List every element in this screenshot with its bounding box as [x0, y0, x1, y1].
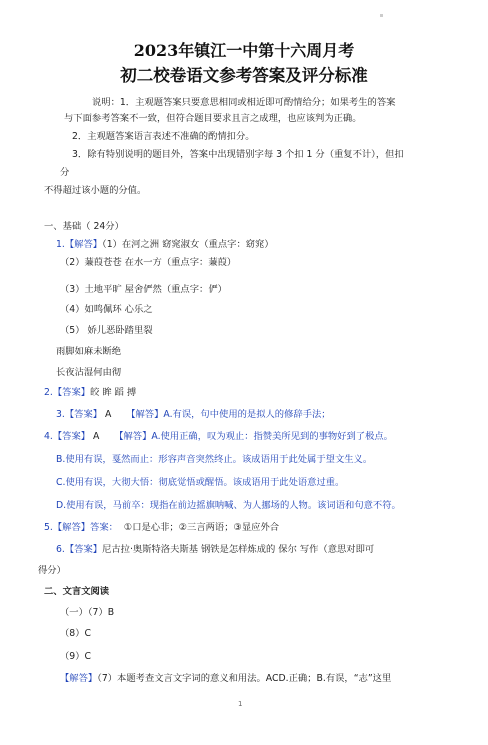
q1-l1: （1）在河之洲 窈窕淑女（重点字：窈窕）	[102, 239, 274, 250]
q4-d: D.使用有误，马前卒：现指在前边摇旗呐喊、为人挪场的人物。该词语和句意不符。	[56, 500, 401, 511]
q3-line	[56, 408, 331, 422]
note-3a: 3．除有特别说明的题目外，答案中出现错别字每 3 个扣 1 分（重复不计），但扣	[72, 149, 404, 160]
note-1a: 说明：1．主观题答案只要意思相同或相近即可酌情给分；如果考生的答案	[92, 97, 396, 108]
q4-c: C.使用有误，大彻大悟：彻底觉悟或醒悟。该成语用于此处语意过重。	[56, 477, 345, 488]
q3-tag: 3.【答案】	[56, 409, 103, 420]
q1-line-4: （4）如鸣佩环 心乐之	[60, 304, 153, 315]
q1-tag: 1.【解答】	[56, 239, 103, 250]
doc-title: 2023年镇江一中第十六周月考	[133, 41, 355, 60]
q1-line-3: （3）土地平旷 屋舍俨然（重点字：俨）	[60, 284, 227, 295]
q4-tag2: 【解答】	[114, 431, 152, 442]
q6-line	[56, 543, 374, 557]
q4-line	[44, 430, 393, 444]
section-2-heading: 二、文言文阅读	[44, 586, 110, 597]
q1-line-7: 长夜沾湿何由彻	[56, 367, 122, 378]
note-3c: 不得超过该小题的分值。	[44, 185, 147, 196]
q1-line-6: 雨脚如麻未断绝	[56, 346, 122, 357]
q5-tag: 5.【解答】答案：	[44, 522, 118, 533]
explanation-line	[60, 672, 391, 686]
q1-line-5: （5） 娇儿恶卧踏里裂	[60, 325, 153, 336]
q4-b: B.使用有误，戛然而止：形容声音突然终止。该成语用于此处属于望文生义。	[56, 454, 373, 465]
q3-answer: A	[105, 409, 112, 420]
explanation-text: （7）本题考查文言文字词的意义和用法。ACD.正确；B.有误，“志”这里	[97, 673, 392, 684]
page-number: 1	[238, 700, 243, 708]
note-2: 2．主观题答案语言表述不准确的酌情扣分。	[72, 131, 255, 142]
q5-line	[44, 521, 279, 535]
q4-answer: A	[93, 431, 100, 442]
q5-text: ①口是心非；②三言两语；③显应外合	[123, 522, 280, 533]
q2-line	[44, 386, 136, 400]
q4-tag: 4.【答案】	[44, 431, 91, 442]
q3-text: A.有误，句中使用的是拟人的修辞手法；	[163, 409, 331, 420]
answer-8: （8）C	[60, 628, 92, 639]
q2-text: 皎 眸 蹈 搏	[90, 387, 137, 398]
q3-tag2: 【解答】	[126, 409, 164, 420]
q2-tag: 2.【答案】	[44, 387, 91, 398]
q6-text-cont: 得分）	[38, 565, 66, 576]
q1-line-2: （2）蒹葭苍苍 在水一方（重点字：蒹葭）	[60, 257, 237, 268]
note-1b: 与下面参考答案不一致，但符合题目要求且言之成理，也应该判为正确。	[64, 113, 362, 124]
explanation-tag: 【解答】	[60, 673, 98, 684]
answer-9: （9）C	[60, 651, 92, 662]
q1-line-1	[56, 238, 274, 252]
section-1-heading: 一、基础（ 24分）	[44, 221, 124, 232]
q6-tag: 6.【答案】	[56, 544, 103, 555]
q4-a: A.使用正确，叹为观止：指赞美所见到的事物好到了极点。	[151, 431, 393, 442]
q6-text: 尼古拉·奥斯特洛夫斯基 钢铁是怎样炼成的 保尔 写作（意思对即可	[102, 544, 375, 555]
corner-mark	[380, 14, 383, 17]
note-3b: 分	[60, 167, 70, 178]
answer-7: （一）（7）B	[60, 607, 115, 618]
doc-subtitle: 初二校卷语文参考答案及评分标准	[120, 66, 368, 85]
